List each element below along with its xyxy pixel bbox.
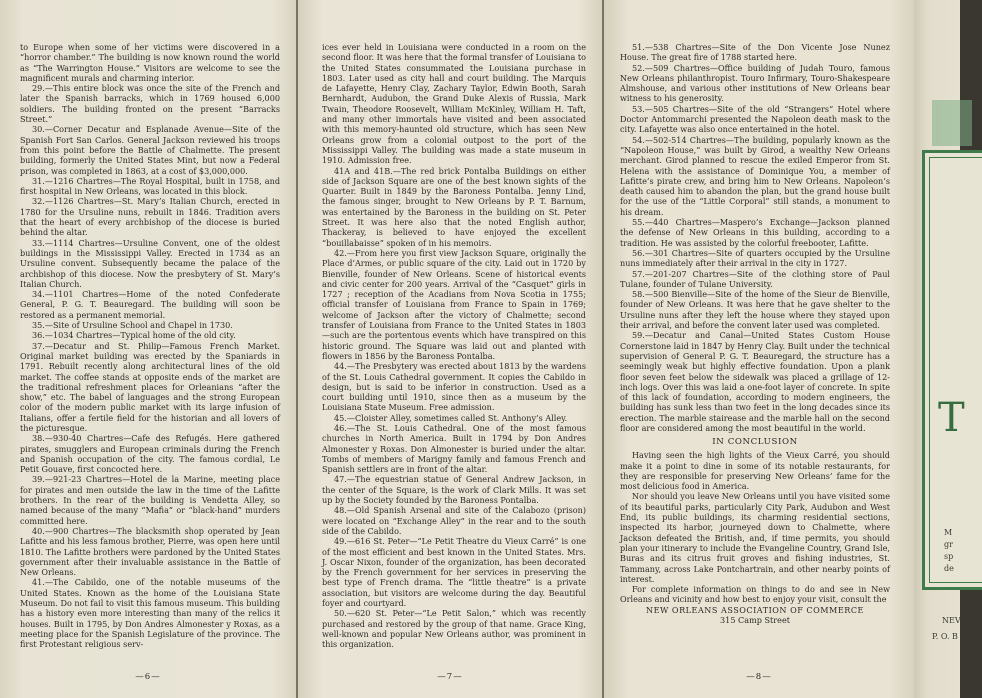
entry-paragraph: 59.—Decatur and Canal—United States Custom House Cornerstone laid in 1847 by Henry Clay. Built under the technical supervision of General P. G. T. Beauregard, the structure has a seemingly weak but highly effective foundation. Upon a plank floor seven feet below the sidewalk was placed a grillage of 12-inch logs. Over this was laid a one-foot layer of concrete. In spite of this lack of foundation, according to modern engineers, the building has sunk less than two feet in the long decades since its erection. The marble stairease and the marble hall on the second floor are considered among the most beautiful in the world. <box>620 330 890 433</box>
cover-border-frame <box>922 150 982 590</box>
entry-paragraph: 32.—1126 Chartres—St. Mary’s Italian Church, erected in 1780 for the Ursuline nuns, rebuilt in 1846. Tradition avers that the heart of every archbishop of the diocese is buried behind the altar. <box>20 196 280 238</box>
entry-paragraph: Nor should you leave New Orleans until you have visited some of its beautiful parks, particularly City Park, Audubon and West End, its public buildings, its charming residential sections, inspected its harbor, journeyed down to Chalmette, where Jackson defeated the British, and, if time permits, you should plan your itinerary to include the Evangeline Country, Grand Isle, Buras and its citrus fruit groves and fishing industries, St. Tammany, across Lake Pontchartrain, and other nearby points of interest. <box>620 491 890 584</box>
entry-paragraph: 51.—538 Chartres—Site of the Don Vicente Jose Nunez House. The great fire of 1788 started here. <box>620 42 890 63</box>
entry-paragraph: 44.—The Presbytery was erected about 1813 by the wardens of the St. Louis Cathedral government. It copies the Cabildo in design, but is said to be inferior in construction. Used as a court building until 1910, since then as a museum by the Louisiana State Museum. Free admission. <box>322 361 586 413</box>
entry-paragraph: 48.—Old Spanish Arsenal and site of the Calabozo (prison) were located on “Exchange Alley” in the rear and to the south side of the Cabildo. <box>322 505 586 536</box>
entry-paragraph: 54.—502-514 Chartres—The building, popularly known as the “Napoleon House,” was built by Girod, a wealthy New Orleans merchant. Girod planned to rescue the exiled Emperor from St. Helena with the assistance of Dominique You, a member of Lafitte’s pirate crew, and bring him to New Orleans. Napoleon’s death caused him to abandon the plan, but the grand house built for the use of the “Little Corporal” still stands, a monument to his dream. <box>620 134 890 217</box>
entry-paragraph: 40.—900 Chartres—The blacksmith shop operated by Jean Lafitte and his less famous brother, Pierre, was open here until 1810. The Lafitte brothers were pardoned by the United States government after their invaluable assistance in the Battle of New Orleans. <box>20 525 280 578</box>
entry-paragraph: 41A and 41B.—The red brick Pontalba Buildings on either side of Jackson Square are one of the best known sights of the Quarter. Built in 1849 by the Baroness Pontalba. Jenny Lind, the famous singer, brought to New Orleans by P. T. Barnum, was entertained by the Baroness in the building on St. Peter Street. It was here also that the noted English author, Thackeray, is believed to have enjoyed the excellent “bouillabaisse” spoken of in his memoirs. <box>322 165 586 248</box>
cover-text-fragment: NEV <box>942 616 961 625</box>
cover-inner-frame <box>929 157 982 583</box>
entry-paragraph: 41.—The Cabildo, one of the notable museums of the United States. Known as the home of the Louisiana State Museum. Do not fail to visit this famous museum. This building has a history even more interesting than many of the relics it houses. Built in 1795, by Don Andres Almonester y Roxas, as a meeting place for the Spanish Legislature of the province. The first Protestant religious serv- <box>20 577 280 650</box>
cover-panel <box>914 0 965 698</box>
cover-text-fragment: sp <box>944 552 954 561</box>
entry-paragraph: 52.—509 Chartres—Office building of Judah Touro, famous New Orleans philanthropist. Touro Infirmary, Touro-Shakespeare Almshouse, and various other institutions of New Orleans bear witness to his generosity. <box>620 62 890 104</box>
entry-paragraph: Having seen the high lights of the Vieux Carré, you should make it a point to dine in some of its notable restaurants, for they are responsible for preserving New Orleans’ fame for the most delicious food in America. <box>620 450 890 492</box>
cover-text-fragment: de <box>944 564 954 573</box>
conclusion-heading: IN CONCLUSION <box>712 437 798 448</box>
entry-paragraph: 38.—930-40 Chartres—Cafe des Refugés. Here gathered pirates, smugglers and European criminals during the French and Spanish occupation of the city. The famous cordial, Le Petit Gouave, first concocted here. <box>20 433 280 475</box>
page-8-body <box>620 42 890 433</box>
page-6-panel <box>0 0 296 698</box>
association-address: 315 Camp Street <box>720 615 790 626</box>
page-7-body <box>322 42 586 650</box>
page-8-panel <box>604 0 914 698</box>
cover-text-fragment: M <box>944 528 953 537</box>
page-7-panel <box>298 0 602 698</box>
association-name: NEW ORLEANS ASSOCIATION OF COMMERCE <box>646 604 864 615</box>
entry-paragraph: 31.—1216 Chartres—The Royal Hospital, built in 1758, and first hospital in New Orleans, was located in this block. <box>20 175 280 197</box>
entry-paragraph: 30.—Corner Decatur and Esplanade Avenue—Site of the Spanish Fort San Carlos. General Jackson reviewed his troops from this point before the Battle of Chalmette. The present building, formerly the United States Mint, but now a Federal prison, was completed in 1863, at a cost of $3,000,000. <box>20 124 280 176</box>
entry-paragraph: 34.—1101 Chartres—Home of the noted Confederate General, P. G. T. Beauregard. The building will soon be restored as a permanent memorial. <box>20 289 280 320</box>
entry-paragraph: to Europe when some of her victims were discovered in a “horror chamber.” The building is now known round the world as “The Warrington House.” Visitors are welcome to see the magnificent murals and charming interior. <box>20 42 280 83</box>
cover-title-letter: T <box>938 395 965 441</box>
entry-paragraph: 49.—616 St. Peter—“Le Petit Theatre du Vieux Carré” is one of the most efficient and best known in the United States. Mrs. J. Oscar Nixon, founder of the organization, has been decorated by the French government for her services in preserving the best type of French drama. The “little theatre” is a private association, but visitors are welcome during the day. Beautiful foyer and courtyard. <box>322 536 586 609</box>
page-6-body <box>20 42 280 650</box>
entry-paragraph: ices ever held in Louisiana were conducted in a room on the second floor. It was here that the formal transfer of Louisiana to the United States consummated the Louisiana purchase in 1803. Later used as city hall and court building. The Marquis de Lafayette, Henry Clay, Zachary Taylor, Edwin Booth, Sarah Bernhardt, Audubon, the Grand Duke Alexis of Russia, Mark Twain, Theodore Roosevelt, William McKinley, William H. Taft, and many other immortals have visited and been associated with this memory-haunted old structure, which has seen New Orleans grow from a colonial outpost to the port of the Mississippi Valley. The building was made a state museum in 1910. Admission free. <box>322 42 586 166</box>
conclusion-body <box>620 450 890 604</box>
entry-paragraph: 37.—Decatur and St. Philip—Famous French Market. Original market building was erected by the Spaniards in 1791. Rebuilt recently along architectural lines of the old market. The coffee stands at opposite ends of the market are the traditional refreshment places for Orleanians “after the show,” etc. The babel of languages and the strong European color of the modern public market with its large infusion of Italians, offer a fertile field for the historian and all lovers of the picturesque. <box>20 340 280 433</box>
entry-paragraph: 56.—301 Chartres—Site of quarters occupied by the Ursuline nuns immediately after their arrival in the city in 1727. <box>620 247 890 269</box>
entry-paragraph: 39.—921-23 Chartres—Hotel de la Marine, meeting place for pirates and men outside the law in the time of the Lafitte brothers. In the rear of the building is Vendetta Alley, so named because of the many “Mafia” or “black-hand” murders committed here. <box>20 474 280 526</box>
entry-paragraph: 58.—500 Bienville—Site of the home of the Sieur de Bienville, founder of New Orleans. It was here that he gave shelter to the Ursuline nuns after they left the house where they stayed upon their arrival, and before the convent later used was completed. <box>620 289 890 331</box>
entry-paragraph: 57.—201-207 Chartres—Site of the clothing store of Paul Tulane, founder of Tulane University. <box>620 268 890 289</box>
page-number-8: —8— <box>746 672 772 682</box>
entry-paragraph: 29.—This entire block was once the site of the French and later the Spanish barracks, which in 1769 housed 6,000 soldiers. The building fronted on the present “Barracks Street.” <box>20 83 280 125</box>
cover-green-patch <box>932 100 972 146</box>
page-number-6: —6— <box>135 672 161 682</box>
entry-paragraph: 53.—505 Chartres—Site of the old “Strangers” Hotel where Doctor Antommarchi presented the Napoleon death mask to the city. Lafayette was also once entertained in the hotel. <box>620 103 890 135</box>
entry-paragraph: 33.—1114 Chartres—Ursuline Convent, one of the oldest buildings in the Mississippi Valley. Erected in 1734 as an Ursuline convent. Subsequently became the palace of the archbishop of this diocese. Now the presbytery of St. Mary’s Italian Church. <box>20 237 280 289</box>
cover-text-fragment: P. O. B <box>932 632 958 641</box>
entry-paragraph: 55.—440 Chartres—Maspero’s Exchange—Jackson planned the defense of New Orleans in this building, according to a tradition. He was assisted by the colorful freebooter, Lafitte. <box>620 217 890 248</box>
entry-paragraph: 50.—620 St. Peter—“Le Petit Salon,” which was recently purchased and restored by the group of that name. Grace King, well-known and popular New Orleans author, was prominent in this organization. <box>322 608 586 650</box>
page-number-7: —7— <box>437 672 463 682</box>
entry-paragraph: 35.—Site of Ursuline School and Chapel in 1730. <box>32 320 233 331</box>
entry-paragraph: 46.—The St. Louis Cathedral. One of the most famous churches in North America. Built in 1794 by Don Andres Almonester y Roxas. Don Almonester is buried under the altar. Tombs of members of Marigny family and famous French and Spanish settlers are in front of the altar. <box>322 422 586 475</box>
entry-paragraph: 36.—1034 Chartres—Typical home of the old city. <box>32 330 236 341</box>
entry-paragraph: 45.—Cloister Alley, sometimes called St. Anthony’s Alley. <box>334 412 568 423</box>
entry-paragraph: 42.—From here you first view Jackson Square, originally the Place d’Armes, or public square of the city. Laid out in 1720 by Bienville, founder of New Orleans. Scene of historical events and civic center for 200 years. Arrival of the “Casquet” girls in 1727 ; reception of the Acadians from Nova Scotia in 1755; official transfer of Louisiana from France to Spain in 1769; welcome of Jackson after the victory of Chalmette; second transfer of Louisiana from France to the United States in 1803—such are the portentous events which have transpired on this historic ground. The Square was laid out and planted with flowers in 1856 by the Baroness Pontalba. <box>322 247 586 361</box>
entry-paragraph: 47.—The equestrian statue of General Andrew Jackson, in the center of the Square, is the work of Clark Mills. It was set up by the Society founded by the Baroness Pontalba. <box>322 474 586 506</box>
cover-text-fragment: gr <box>944 540 953 549</box>
entry-paragraph: For complete information on things to do and see in New Orleans and vicinity and how best to enjoy your visit, consult the <box>620 584 890 605</box>
